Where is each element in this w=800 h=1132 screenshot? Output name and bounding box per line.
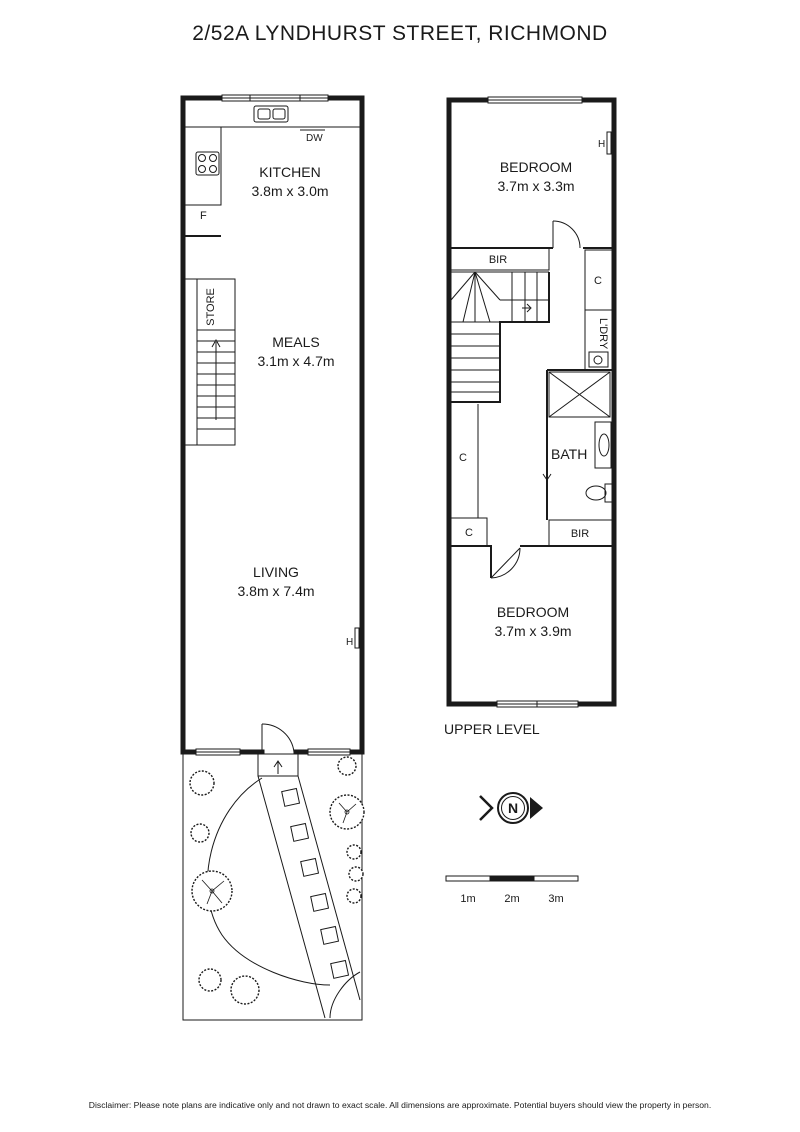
kitchen-name: KITCHEN [259, 164, 321, 180]
sink-icon [254, 106, 288, 122]
scale-label-1m: 1m [460, 893, 476, 905]
toilet-icon [586, 484, 612, 502]
laundry-tub-icon [589, 352, 608, 367]
bedroom1-size: 3.7m x 3.3m [497, 178, 575, 194]
hall-cupboard-label: C [459, 452, 467, 464]
scale-bar [446, 876, 578, 881]
living-name: LIVING [253, 564, 299, 580]
ground-level [183, 95, 362, 755]
meals-size: 3.1m x 4.7m [257, 353, 335, 369]
cooktop-icon [196, 152, 219, 175]
cupboard-lower-label: C [465, 527, 473, 539]
front-door [262, 724, 294, 752]
bedroom1-name: BEDROOM [499, 159, 573, 175]
disclaimer-text: Disclaimer: Please note plans are indicative only and not drawn to exact scale. All dimensions are approximate. Potential buyers should view the property in person. [88, 1100, 712, 1110]
bedroom1-heater-icon [607, 132, 611, 154]
scale-label-2m: 2m [504, 893, 520, 905]
bedroom2-size: 3.7m x 3.9m [494, 623, 572, 639]
meals-name: MEALS [272, 334, 320, 350]
cupboard-right-label: C [594, 275, 602, 287]
bathroom [543, 370, 612, 520]
laundry-label: L'DRY [597, 318, 609, 350]
bedroom2-door [491, 548, 520, 578]
upper-stairs [451, 272, 549, 402]
bedroom1-heater-label: H [598, 139, 606, 150]
compass-label: N [507, 800, 519, 816]
bir-top-label: BIR [488, 254, 508, 266]
bir-bottom-label: BIR [570, 528, 590, 540]
courtyard [183, 754, 364, 1020]
bedroom2-name: BEDROOM [496, 604, 570, 620]
living-heater-icon [355, 628, 359, 648]
garden-plants [190, 757, 364, 1004]
fridge-label: F [200, 210, 207, 222]
dishwasher-label: DW [306, 133, 323, 144]
bedroom1-door [553, 221, 580, 248]
kitchen-size: 3.8m x 3.0m [251, 183, 329, 199]
store-label: STORE [205, 288, 217, 326]
upper-level-label: UPPER LEVEL [444, 721, 540, 737]
scale-label-3m: 3m [548, 893, 564, 905]
living-heater-label: H [346, 637, 354, 648]
upper-level [444, 97, 614, 737]
plan-title: 2/52A LYNDHURST STREET, RICHMOND [192, 22, 608, 45]
living-size: 3.8m x 7.4m [237, 583, 315, 599]
bath-label: BATH [551, 446, 588, 462]
